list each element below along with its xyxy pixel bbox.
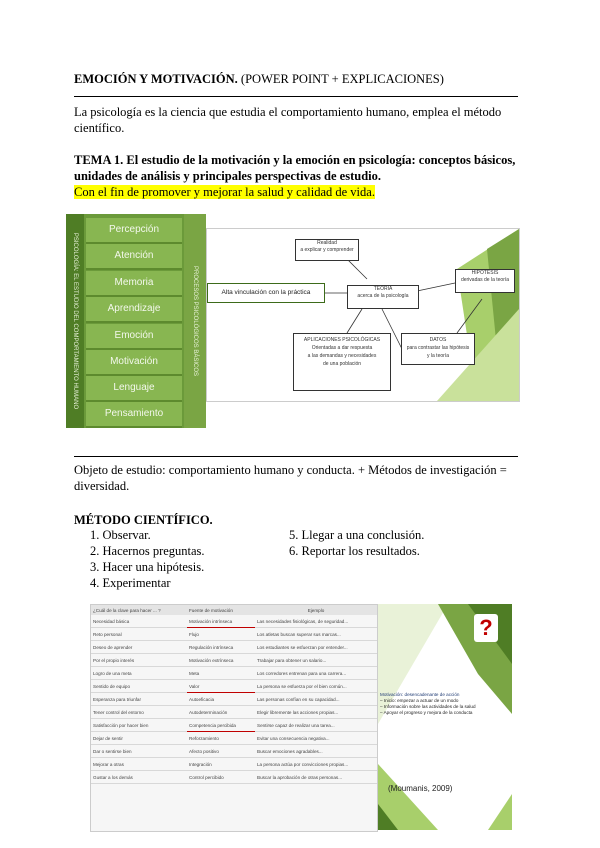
steps-left-list bbox=[90, 527, 205, 591]
box-hipotesis-text: derivadas de la teoría bbox=[460, 277, 510, 283]
table-cell: Reforzamiento bbox=[187, 732, 255, 745]
table-cell: La persona actúa por convicciones propias... bbox=[255, 758, 377, 771]
table-cell: Logro de una meta bbox=[91, 667, 187, 680]
box-aplicaciones bbox=[293, 333, 391, 391]
table-cell: Autoeficacia bbox=[187, 693, 255, 706]
title-bold: EMOCIÓN Y MOTIVACIÓN. bbox=[74, 72, 238, 86]
table-cell: Autodeterminación bbox=[187, 706, 255, 719]
box-datos-title: DATOS bbox=[429, 337, 447, 343]
table-cell: Dejar de sentir bbox=[91, 732, 187, 745]
table-cell: Control percibido bbox=[187, 771, 255, 784]
table-row bbox=[91, 667, 377, 680]
box-realidad-title: Realidad bbox=[317, 240, 337, 246]
table-cell: Los estudiantes se esfuerzan por entender... bbox=[255, 641, 377, 654]
table-row bbox=[91, 615, 377, 628]
table-cell: Satisfacción por hacer bien bbox=[91, 719, 187, 732]
process-aprendizaje: Aprendizaje bbox=[86, 297, 182, 323]
table-row bbox=[91, 771, 377, 784]
table-cell: Las necesidades fisiológicas, de seguridad... bbox=[255, 615, 377, 628]
quote-bullet: – Inicio: empezar a actuar de un modo bbox=[380, 698, 459, 703]
table-row bbox=[91, 628, 377, 641]
box-hipotesis-title: HIPÓTESIS bbox=[471, 270, 499, 276]
title-rest: (POWER POINT + EXPLICACIONES) bbox=[237, 72, 444, 86]
process-motivacion: Motivación bbox=[86, 350, 182, 376]
list-item: 6. Reportar los resultados. bbox=[289, 544, 420, 558]
box-datos-line2: y la teoría bbox=[427, 353, 449, 359]
table-row bbox=[91, 706, 377, 719]
objeto-line1: Objeto de estudio: comportamiento humano y conducta. + Métodos de investigación = bbox=[74, 463, 507, 477]
quote-bullet: – Apoyar el progreso y mejora de la conducta bbox=[380, 710, 473, 715]
divider bbox=[74, 96, 518, 97]
table-cell: Afecto positivo bbox=[187, 745, 255, 758]
link-label: Alta vinculación con la práctica bbox=[221, 289, 311, 296]
box-aplicaciones-line3: de una población bbox=[322, 361, 362, 367]
table-row bbox=[91, 693, 377, 706]
quote-content bbox=[380, 692, 498, 716]
table-cell: Esperanza para triunfar bbox=[91, 693, 187, 706]
box-datos-line1: para contrastar las hipótesis bbox=[406, 345, 470, 351]
table-header: Ejemplo bbox=[255, 605, 377, 615]
table-header-row bbox=[91, 605, 377, 615]
table-row bbox=[91, 745, 377, 758]
table-cell: Motivación extrínseca bbox=[187, 654, 255, 667]
table-cell: Elegir libremente las acciones propias... bbox=[255, 706, 377, 719]
quote-citation: (Moumanis, 2009) bbox=[388, 784, 453, 793]
table-cell: Integración bbox=[187, 758, 255, 771]
tema-heading-line2: unidades de análisis y principales perspectivas de estudio. bbox=[74, 169, 381, 183]
right-vertical-band bbox=[184, 214, 206, 428]
motivation-table-slide bbox=[90, 604, 378, 832]
processes-panel bbox=[66, 214, 206, 428]
table-cell: Valor bbox=[187, 680, 255, 693]
metodo-heading bbox=[74, 512, 213, 528]
quote-bullet: – Información sobre las actividades de la salud bbox=[380, 704, 476, 709]
process-lenguaje: Lenguaje bbox=[86, 376, 182, 402]
table-cell: Los atletas buscan superar sus marcas... bbox=[255, 628, 377, 641]
table-cell: Mejorar a otras bbox=[91, 758, 187, 771]
box-teoria-title: TEORÍA bbox=[373, 286, 393, 292]
quote-heading: Motivación: desencadenante de acción bbox=[380, 692, 460, 697]
table-cell: Regulación intrínseca bbox=[187, 641, 255, 654]
tema-heading bbox=[74, 152, 524, 200]
process-memoria: Memoria bbox=[86, 271, 182, 297]
list-item: 5. Llegar a una conclusión. bbox=[289, 528, 425, 542]
table-cell: Por el propio interés bbox=[91, 654, 187, 667]
tema-highlight: Con el fin de promover y mejorar la salud y calidad de vida. bbox=[74, 185, 375, 199]
box-hipotesis bbox=[455, 269, 515, 293]
theory-flow-slide bbox=[206, 228, 520, 402]
left-vertical-band bbox=[66, 214, 84, 428]
box-realidad-text: a explicar y comprender bbox=[300, 247, 354, 253]
process-percepcion: Percepción bbox=[86, 218, 182, 244]
box-teoria-text: acerca de la psicología bbox=[357, 293, 409, 299]
table-cell: Buscar la aprobación de otras personas... bbox=[255, 771, 377, 784]
objeto-line2: diversidad. bbox=[74, 479, 130, 493]
list-item: 1. Observar. bbox=[90, 528, 151, 542]
box-aplicaciones-line1: Orientadas a dar respuesta bbox=[311, 345, 373, 351]
table-cell: Motivación intrínseca bbox=[187, 615, 255, 628]
right-vertical-label: PROCESOS PSICOLÓGICOS BÁSICOS bbox=[192, 265, 198, 377]
objeto-paragraph bbox=[74, 462, 524, 494]
divider bbox=[74, 456, 518, 457]
document-title bbox=[74, 71, 518, 87]
left-vertical-label: PSICOLOGÍA: EL ESTUDIO DEL COMPORTAMIENTO HUMANO bbox=[72, 232, 78, 410]
table-cell: La persona se esfuerza por el bien común... bbox=[255, 680, 377, 693]
motivation-quote-slide bbox=[378, 604, 512, 830]
link-label-box bbox=[207, 283, 325, 303]
question-mark-icon: ? bbox=[474, 614, 498, 642]
motivation-table bbox=[91, 605, 377, 784]
table-row bbox=[91, 758, 377, 771]
table-cell: Sentido de equipo bbox=[91, 680, 187, 693]
table-cell: Reto personal bbox=[91, 628, 187, 641]
table-row bbox=[91, 641, 377, 654]
box-realidad bbox=[295, 239, 359, 261]
metodo-heading-text: MÉTODO CIENTÍFICO. bbox=[74, 513, 213, 527]
box-datos bbox=[401, 333, 475, 365]
tema-heading-line1: TEMA 1. El estudio de la motivación y la emoción en psicología: conceptos básicos, bbox=[74, 153, 516, 167]
table-cell: Flujo bbox=[187, 628, 255, 641]
table-cell: Meta bbox=[187, 667, 255, 680]
table-cell: Competencia percibida bbox=[187, 719, 255, 732]
table-cell: Los corredores entrenan para una carrera... bbox=[255, 667, 377, 680]
table-cell: Deseo de aprender bbox=[91, 641, 187, 654]
table-header: ¿Cuál de la clave para hacer ... ? bbox=[91, 605, 187, 615]
process-pensamiento: Pensamiento bbox=[86, 402, 182, 428]
process-emocion: Emoción bbox=[86, 324, 182, 350]
list-item: 4. Experimentar bbox=[90, 576, 171, 590]
table-cell: Buscar emociones agradables... bbox=[255, 745, 377, 758]
process-atencion: Atención bbox=[86, 244, 182, 270]
list-item: 3. Hacer una hipótesis. bbox=[90, 560, 205, 574]
table-row bbox=[91, 680, 377, 693]
box-aplicaciones-line2: a las demandas y necesidades bbox=[307, 353, 377, 359]
table-cell: Dar o sentirse bien bbox=[91, 745, 187, 758]
list-item: 2. Hacernos preguntas. bbox=[90, 544, 205, 558]
box-aplicaciones-title: APLICACIONES PSICOLÓGICAS bbox=[303, 337, 381, 343]
table-row bbox=[91, 654, 377, 667]
box-teoria bbox=[347, 285, 419, 309]
intro-paragraph: La psicología es la ciencia que estudia el comportamiento humano, emplea el método científico. bbox=[74, 105, 502, 135]
table-row bbox=[91, 732, 377, 745]
steps-right-list bbox=[289, 527, 424, 559]
table-cell: Las personas confían en su capacidad... bbox=[255, 693, 377, 706]
table-cell: Sentirse capaz de realizar una tarea... bbox=[255, 719, 377, 732]
table-cell: Gustar a los demás bbox=[91, 771, 187, 784]
table-row bbox=[91, 719, 377, 732]
table-cell: Evitar una consecuencia negativa... bbox=[255, 732, 377, 745]
table-cell: Necesidad básica bbox=[91, 615, 187, 628]
table-cell: Tener control del entorno bbox=[91, 706, 187, 719]
table-cell: Trabajar para obtener un salario... bbox=[255, 654, 377, 667]
table-header: Fuente de motivación bbox=[187, 605, 255, 615]
